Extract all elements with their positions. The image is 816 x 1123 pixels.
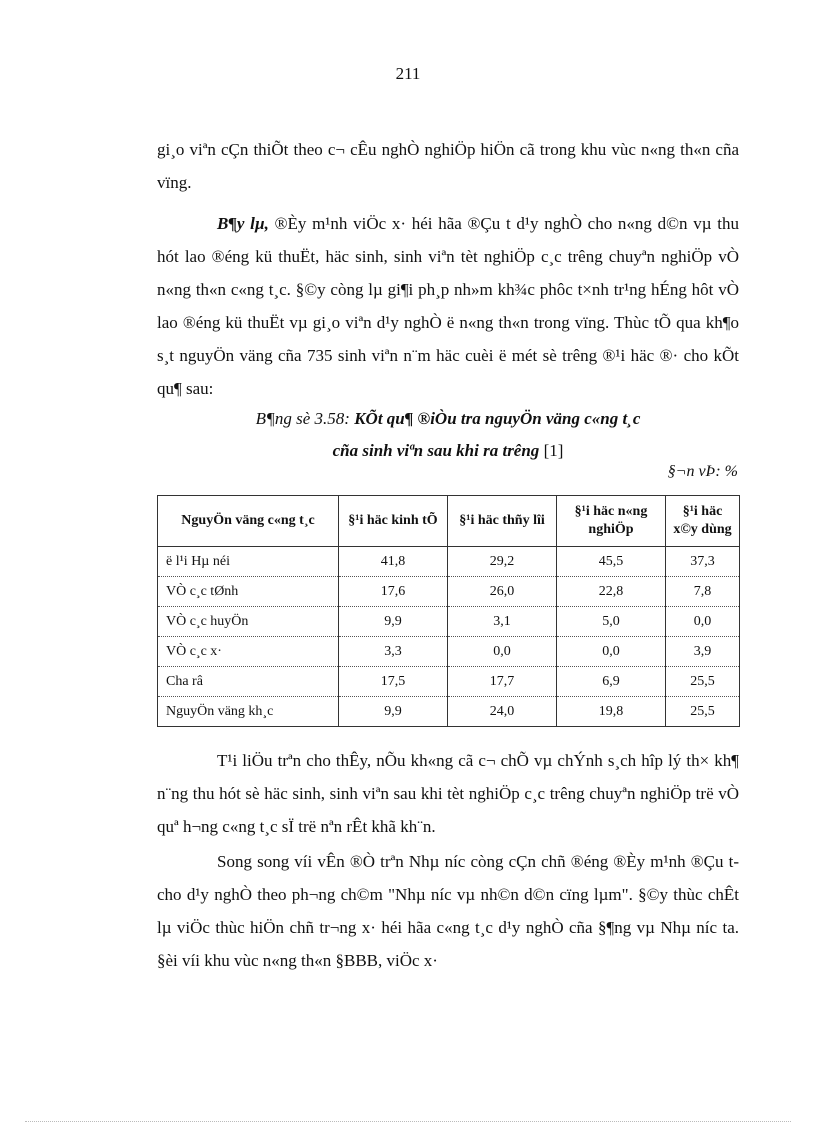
cell-value: 19,8 (557, 697, 666, 727)
paragraph-1: gi¸o viªn cÇn thiÕt theo c¬ cÊu nghÒ nghiÖp hiÖn cã trong khu vùc n«ng th«n cña vïng. (157, 140, 739, 192)
cell-value: 17,6 (339, 577, 448, 607)
table-row (158, 667, 740, 697)
header-economics: §¹i häc kinh tÕ (339, 496, 448, 547)
paragraph-2-body: ®Èy m¹nh viÖc x· héi hãa ®Çu t d¹y nghÒ cho n«ng d©n vµ thu hót lao ®éng kü thuËt, häc sinh, sinh viªn tèt nghiÖp c¸c trêng chuyªn nghiÖp vÒ n«ng th«n c«ng t¸c. §©y còng lµ gi¶i ph¸p nh»m kh¾c phôc t×nh tr¹ng hÉng hôt vÒ lao ®éng kü thuËt vµ gi¸o viªn d¹y nghÒ ë n«ng th«n trong vïng. Thùc tÕ qua kh¶o s¸t nguyÖn väng cña 735 sinh viªn n¨m häc cuèi ë mét sè trêng ®¹i häc ®· cho kÕt qu¶ sau: (157, 214, 739, 398)
paragraph-2 (157, 207, 739, 405)
cell-value: 3,3 (339, 637, 448, 667)
table-row (158, 637, 740, 667)
paragraph-2-lead: B¶y lµ, (217, 214, 269, 233)
cell-value: 29,2 (448, 547, 557, 577)
header-aspiration: NguyÖn väng c«ng t¸c (158, 496, 339, 547)
cell-value: 41,8 (339, 547, 448, 577)
cell-value: 3,1 (448, 607, 557, 637)
header-agriculture: §¹i häc n«ng nghiÖp (557, 496, 666, 547)
caption-reference: [1] (543, 441, 564, 460)
page-bottom-divider (25, 1121, 791, 1122)
cell-value: 0,0 (448, 637, 557, 667)
header-water-resources: §¹i häc thñy lîi (448, 496, 557, 547)
caption-prefix: B¶ng sè 3.58: (255, 409, 350, 428)
paragraph-4: Song song víi vÊn ®Ò trªn Nhµ níc còng cÇn chñ ®éng ®Èy m¹nh ®Çu t cho d¹y nghÒ theo ph¬ng ch©m "Nhµ níc vµ nh©n d©n cïng lµm". §©y thùc chÊt lµ viÖc thùc hiÖn chñ tr¬ng x· héi hãa c«ng t¸c d¹y nghÒ cña §¶ng vµ Nhµ níc ta. §èi víi khu vùc n«ng th«n §BBB, viÖc x· (157, 852, 739, 970)
survey-table (157, 495, 740, 727)
row-label: VÒ c¸c huyÖn (158, 607, 339, 637)
cell-value: 6,9 (557, 667, 666, 697)
cell-value: 0,0 (557, 637, 666, 667)
row-label: ë l¹i Hµ néi (158, 547, 339, 577)
cell-value: 17,5 (339, 667, 448, 697)
header-construction: §¹i häc x©y dùng (666, 496, 740, 547)
row-label: VÒ c¸c x· (158, 637, 339, 667)
cell-value: 5,0 (557, 607, 666, 637)
cell-value: 9,9 (339, 607, 448, 637)
row-label: Cha râ (158, 667, 339, 697)
caption-title-line-1: KÕt qu¶ ®iÒu tra nguyÖn väng c«ng t¸c (354, 409, 641, 428)
cell-value: 17,7 (448, 667, 557, 697)
table-row (158, 697, 740, 727)
table-header-row (158, 496, 740, 547)
table-caption (157, 403, 739, 467)
table-row (158, 607, 740, 637)
row-label: VÒ c¸c tØnh (158, 577, 339, 607)
cell-value: 26,0 (448, 577, 557, 607)
cell-value: 25,5 (666, 697, 740, 727)
page-number: 211 (395, 64, 421, 83)
paragraph-3: T¹i liÖu trªn cho thÊy, nÕu kh«ng cã c¬ chÕ vµ chÝnh s¸ch hîp lý th× kh¶ n¨ng thu hót sè häc sinh, sinh viªn sau khi tèt nghiÖp c¸c trêng chuyªn nghiÖp trë vÒ quª h¬ng c«ng t¸c sÏ trë nªn rÊt khã kh¨n. (157, 751, 739, 836)
table-row (158, 547, 740, 577)
row-label: NguyÖn väng kh¸c (158, 697, 339, 727)
cell-value: 25,5 (666, 667, 740, 697)
caption-title-line-2: cña sinh viªn sau khi ra trêng (332, 441, 540, 460)
cell-value: 3,9 (666, 637, 740, 667)
unit-label: §¬n vÞ: % (667, 463, 738, 480)
cell-value: 24,0 (448, 697, 557, 727)
cell-value: 22,8 (557, 577, 666, 607)
cell-value: 45,5 (557, 547, 666, 577)
cell-value: 0,0 (666, 607, 740, 637)
cell-value: 9,9 (339, 697, 448, 727)
cell-value: 37,3 (666, 547, 740, 577)
table-row (158, 577, 740, 607)
cell-value: 7,8 (666, 577, 740, 607)
